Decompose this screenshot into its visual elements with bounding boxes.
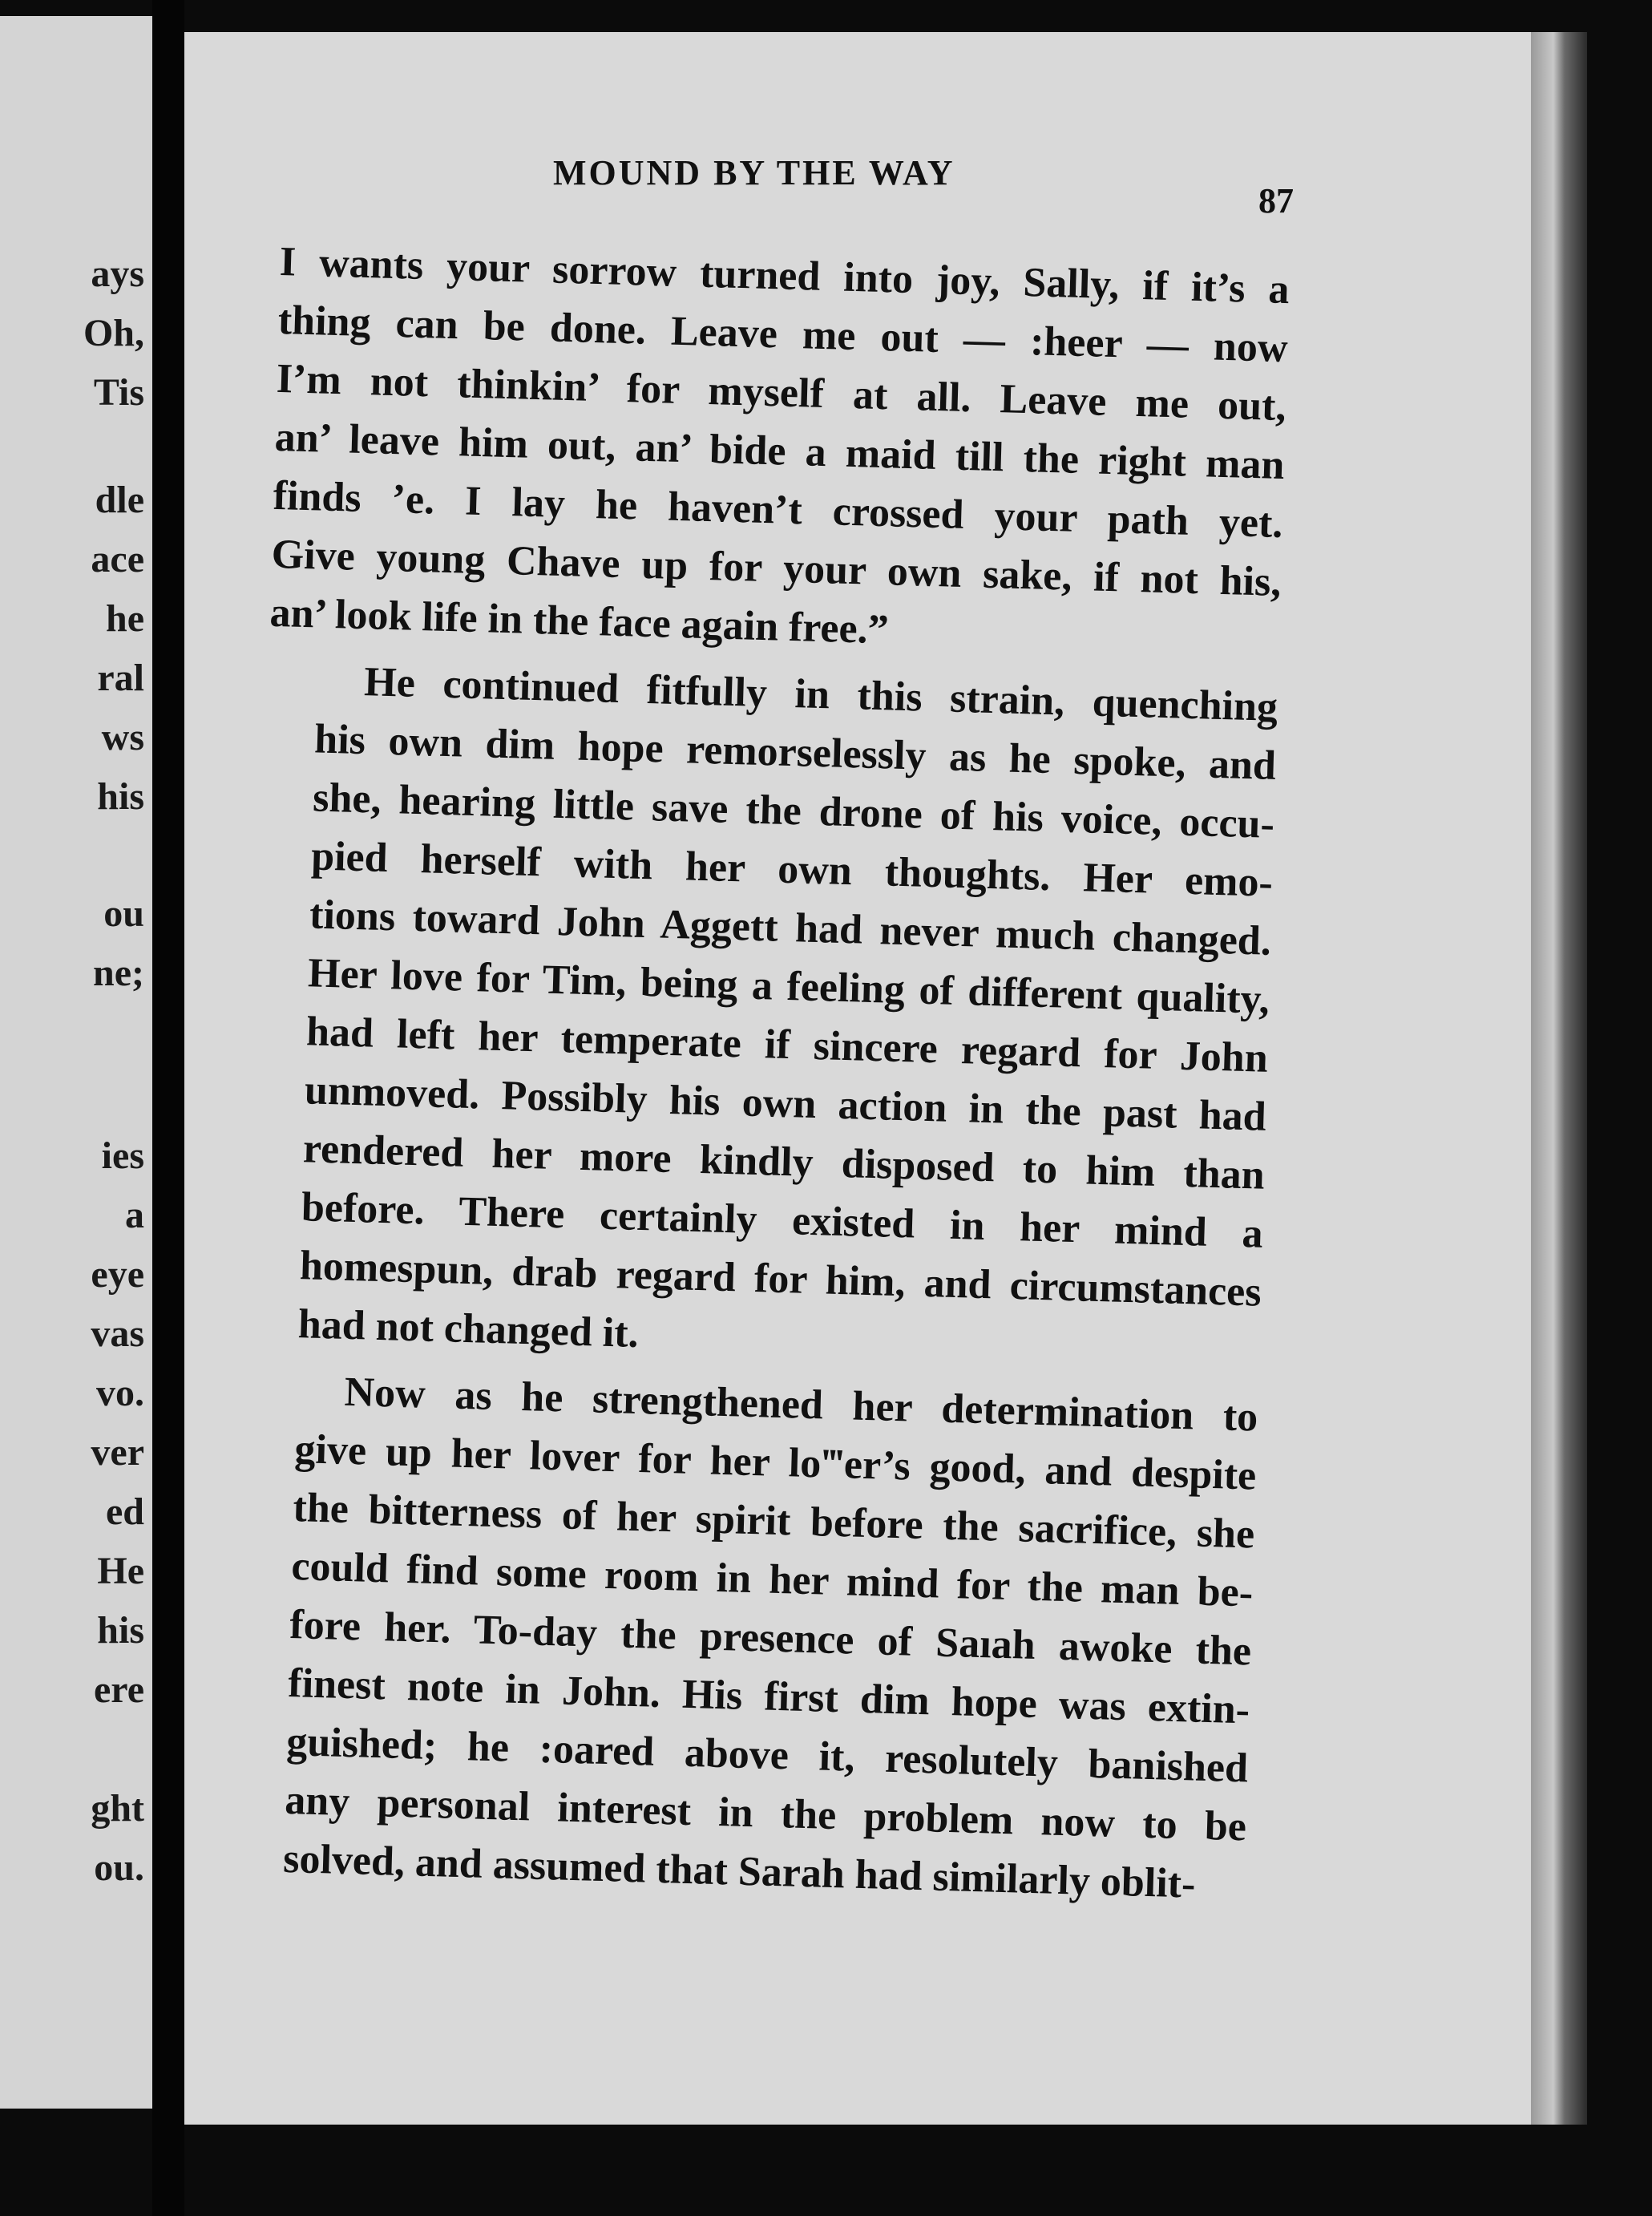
facing-page-text: Tis: [93, 371, 144, 414]
text-line: an’ leave him out, an’ bide a maid till the right man: [274, 414, 1286, 489]
facing-page-text: He: [97, 1550, 144, 1592]
text-line: pied herself with her own thoughts. Her emo-: [310, 833, 1274, 906]
text-line: Her love for Tim, being a feeling of different quality,: [307, 950, 1270, 1023]
text-line: I wants your sorrow turned into joy, Sally, if it’s a: [279, 238, 1290, 313]
text-line: homespun, drab regard for him, and circumstances: [299, 1243, 1262, 1316]
paragraph: [269, 233, 1290, 670]
paragraph: [249, 650, 1278, 1381]
facing-page-text: a: [125, 1194, 144, 1236]
text-line: finds ’e. I lay he haven’t crossed your path yet.: [273, 472, 1284, 548]
page-edge: [1531, 32, 1587, 2125]
text-line: rendered her more kindly disposed to him than: [302, 1126, 1266, 1199]
text-line: I’m not thinkin’ for myself at all. Leave me out,: [276, 355, 1287, 431]
text-line: Give young Chave up for your own sake, if not his,: [270, 531, 1282, 606]
page-number: 87: [1258, 181, 1294, 220]
facing-page-text: ou.: [94, 1846, 144, 1889]
text-line: give up her lover for her lo‴er’s good, and despite: [293, 1426, 1257, 1499]
text-line: He continued fitfully in this strain, quenching: [363, 659, 1278, 730]
text-line: any personal interest in the problem now to be: [284, 1777, 1247, 1850]
text-line: before. There certainly existed in her mind a: [301, 1184, 1264, 1257]
facing-page-text: ere: [93, 1668, 144, 1711]
text-line: the bitterness of her spirit before the sacrifice, she: [292, 1485, 1255, 1558]
facing-page-text: ver: [91, 1431, 144, 1474]
facing-page-text: dle: [95, 479, 144, 521]
text-line: had left her temperate if sincere regard for John: [305, 1009, 1269, 1082]
text-line: Now as he strengthened her determination to: [343, 1369, 1258, 1441]
facing-page-fragment: [0, 16, 152, 2109]
text-line: his own dim hope remorselessly as he spoke, and: [313, 716, 1277, 789]
running-head: MOUND BY THE WAY: [553, 153, 955, 192]
facing-page-text: his: [97, 775, 144, 818]
facing-page-text: his: [97, 1609, 144, 1652]
paragraph: [234, 1360, 1258, 1915]
facing-page-text: ght: [91, 1787, 144, 1830]
facing-page-text: vo.: [96, 1372, 144, 1414]
facing-page-text: ace: [91, 538, 144, 580]
facing-page-text: eye: [91, 1253, 144, 1296]
text-line: she, hearing little save the drone of his voice, occu-: [312, 774, 1275, 847]
text-line: could find some room in her mind for the man be-: [290, 1543, 1254, 1616]
text-line: thing can be done. Leave me out — :heer — now: [277, 297, 1289, 372]
facing-page-text: Oh,: [83, 312, 144, 354]
facing-page-text: ays: [91, 253, 144, 295]
facing-page-text: ne;: [93, 952, 144, 994]
book-gutter: [152, 0, 184, 2216]
facing-page-text: ou: [103, 892, 144, 935]
facing-page-text: ies: [101, 1134, 144, 1177]
body-text: [234, 233, 1290, 1923]
text-line: tions toward John Aggett had never much changed.: [309, 892, 1272, 964]
facing-page-text: ral: [97, 657, 144, 699]
facing-page-text: ed: [106, 1490, 144, 1533]
text-line: an’ look life in the face again free.”: [269, 589, 890, 653]
facing-page-text: ws: [101, 716, 144, 758]
text-line: finest note in John. His first dim hope was extin-: [287, 1660, 1250, 1733]
facing-page-text: vas: [91, 1312, 144, 1355]
text-line: solved, and assumed that Sarah had similarly oblit-: [282, 1835, 1197, 1907]
text-line: guished; he :oared above it, resolutely banished: [285, 1718, 1249, 1792]
text-line: unmoved. Possibly his own action in the past had: [304, 1067, 1267, 1140]
facing-page-text: he: [106, 597, 144, 640]
text-line: had not changed it.: [297, 1301, 640, 1357]
text-line: fore her. To-day the presence of Saıah awoke the: [289, 1602, 1252, 1675]
